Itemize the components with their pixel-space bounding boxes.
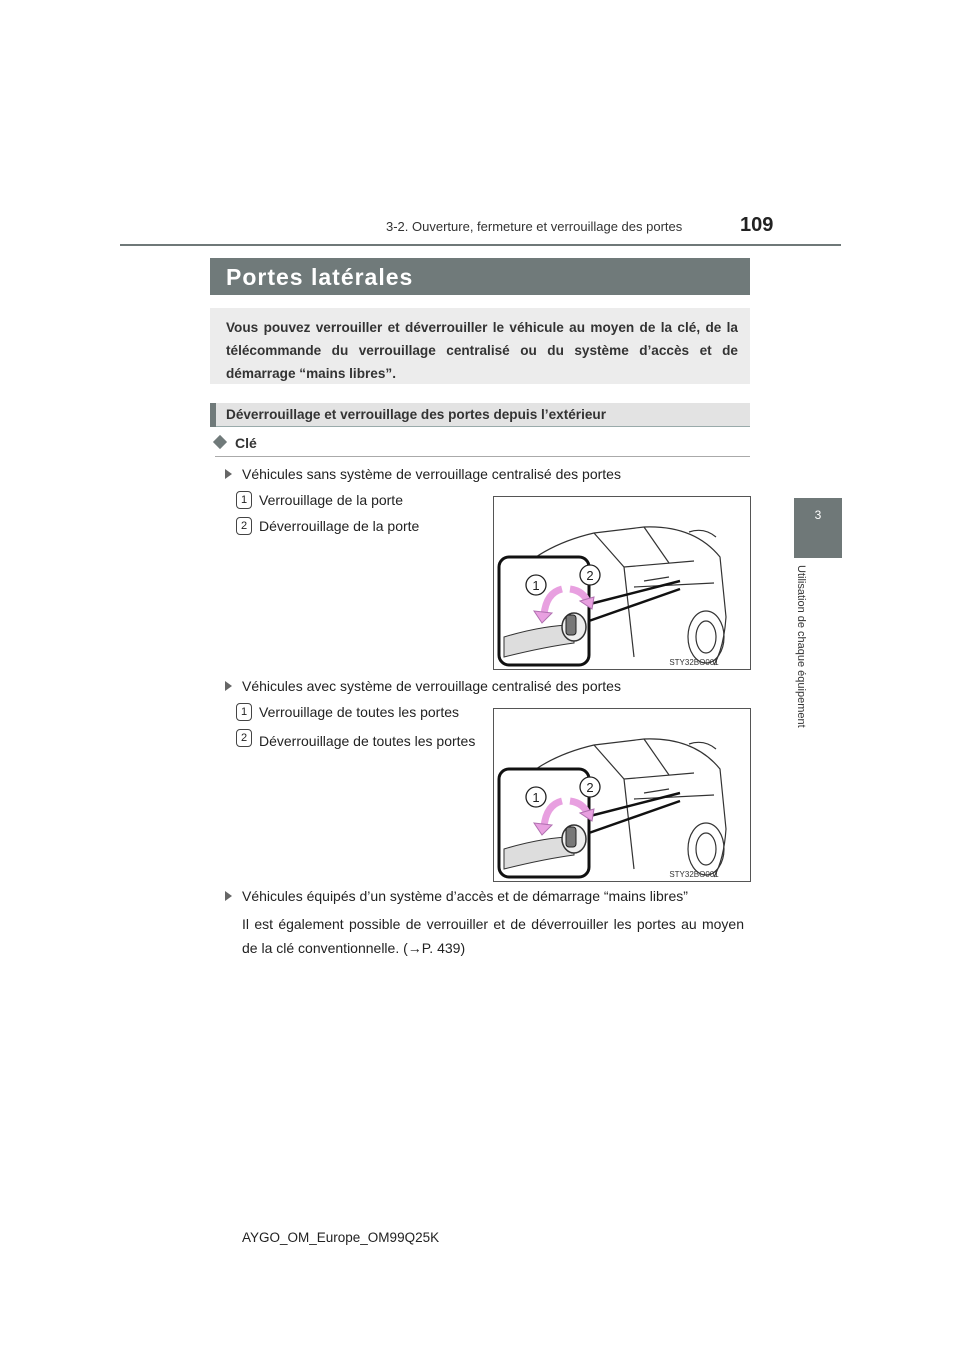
illustration-key-lock: [493, 708, 751, 882]
running-header-section: 3-2. Ouverture, fermeture et verrouillage des portes: [386, 219, 683, 234]
figure-code: STY32BO001: [669, 658, 719, 667]
bullet-text: Véhicules avec système de verrouillage centralisé des portes: [242, 678, 621, 694]
callout-1: 1: [532, 790, 540, 805]
number-badge: 2: [236, 729, 252, 747]
header-rule: [120, 244, 841, 246]
diamond-bullet-icon: [213, 435, 227, 449]
bullet-item: [225, 888, 688, 904]
callout-1: 1: [532, 578, 540, 593]
subheading-bar: [210, 403, 750, 427]
number-badge: 2: [236, 517, 252, 535]
number-badge: 1: [236, 703, 252, 721]
callout-2: 2: [586, 568, 594, 583]
callout-2: 2: [586, 780, 594, 795]
page-title-bar: [210, 258, 750, 295]
key-heading: Clé: [235, 435, 257, 451]
bullet-text: Véhicules équipés d’un système d’accès et de démarrage “mains libres”: [242, 888, 688, 904]
numbered-item: [236, 728, 252, 747]
numbered-item-text: Verrouillage de toutes les portes: [259, 704, 460, 720]
triangle-bullet-icon: [225, 681, 232, 691]
bullet-item: [225, 466, 621, 482]
illustration-key-lock: [493, 496, 751, 670]
bullet-item: [225, 678, 621, 694]
numbered-item: [236, 702, 252, 721]
chapter-tab: 3: [794, 498, 842, 558]
numbered-item: [236, 516, 252, 535]
body-paragraph: Il est également possible de verrouiller et de déverrouiller les portes au moyen de la clé conventionnelle. (→P. 439): [242, 916, 744, 956]
numbered-item-text: Déverrouillage de toutes les portes: [259, 733, 476, 749]
triangle-bullet-icon: [225, 891, 232, 901]
document-footer: AYGO_OM_Europe_OM99Q25K: [242, 1230, 440, 1245]
number-badge: 1: [236, 491, 252, 509]
chapter-label: Utilisation de chaque équipement: [795, 565, 807, 728]
triangle-bullet-icon: [225, 469, 232, 479]
bullet-text: Véhicules sans système de verrouillage centralisé des portes: [242, 466, 621, 482]
car-door-key-illustration: [494, 709, 750, 881]
key-heading-row: [215, 435, 257, 451]
numbered-item-text: Verrouillage de la porte: [259, 492, 403, 508]
figure-code: STY32BO001: [669, 870, 719, 879]
numbered-item-text: Déverrouillage de la porte: [259, 518, 420, 534]
intro-box: Vous pouvez verrouiller et déverrouiller le véhicule au moyen de la clé, de la télécommande du verrouillage centralisé ou du système d’accès et de démarrage “mains libres”.: [210, 308, 750, 384]
subheading: Déverrouillage et verrouillage des portes depuis l’extérieur: [226, 407, 607, 422]
numbered-item: [236, 490, 252, 509]
car-door-key-illustration: [494, 497, 750, 669]
page-title: Portes latérales: [226, 264, 414, 290]
subheading-accent: [210, 403, 216, 427]
page-number: 109: [740, 214, 774, 236]
key-heading-rule: [215, 456, 750, 457]
